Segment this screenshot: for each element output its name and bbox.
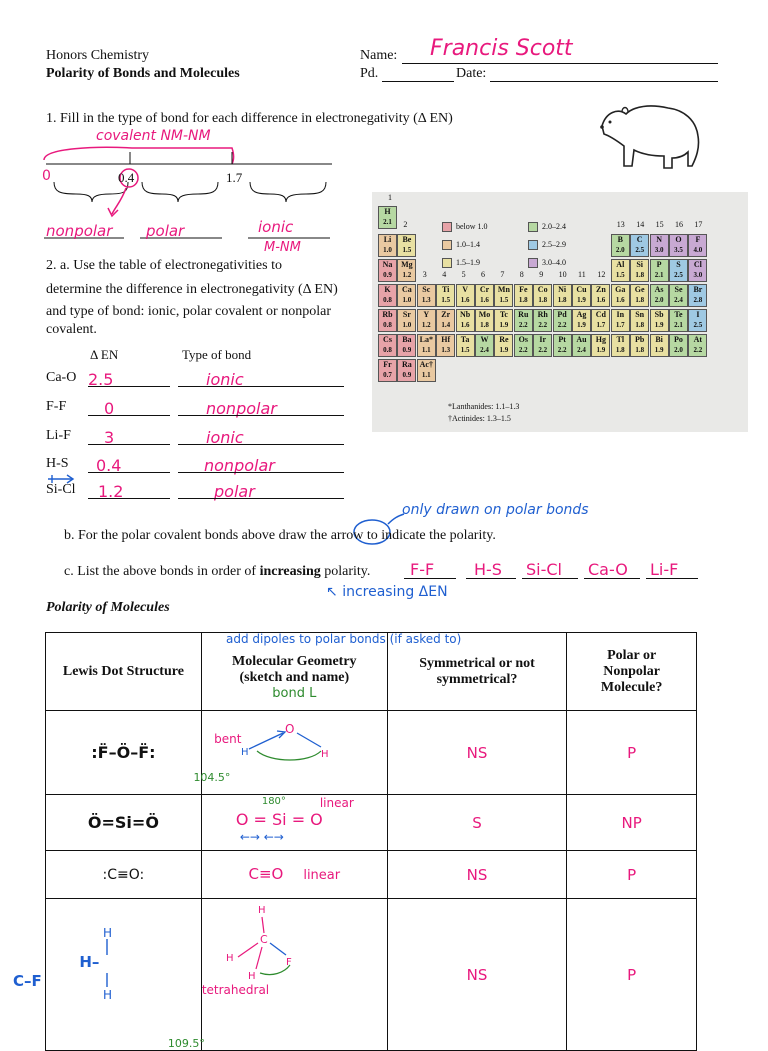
element-cell-fr: Fr 0.7: [378, 359, 397, 382]
element-cell-ag: Ag 1.9: [572, 309, 591, 332]
en-line[interactable]: [88, 498, 170, 499]
element-cell-b: B 2.0: [611, 234, 630, 257]
geometry-cell: [201, 795, 387, 851]
linear-geometry-sketch: [202, 796, 387, 850]
element-cell-pt: Pt 2.2: [553, 334, 572, 357]
pd-label: Pd.: [360, 66, 379, 81]
element-cell-si: Si 1.8: [630, 259, 649, 282]
element-cell-au: Au 2.4: [572, 334, 591, 357]
group-number-label: 4: [442, 270, 447, 279]
group-number-label: 11: [578, 270, 586, 279]
element-cell-te: Te 2.1: [669, 309, 688, 332]
element-cell-li: Li 1.0: [378, 234, 397, 257]
type-line[interactable]: [178, 498, 344, 499]
date-line[interactable]: [490, 81, 718, 82]
en-answer: 2.5: [88, 370, 114, 389]
group-number-label: 2: [403, 220, 408, 229]
dipole-arrow-icon: [46, 474, 76, 484]
increasing-en-note: [326, 584, 448, 600]
legend-swatch-2.5-2.9: [528, 240, 538, 250]
name-label: Name:: [360, 48, 398, 63]
group-number-label: 15: [655, 220, 664, 229]
legend-swatch-1.5-1.9: [442, 258, 452, 268]
dipole-arrows-icon: ←→ ←→: [239, 829, 284, 844]
order-line-3[interactable]: [522, 578, 578, 579]
symmetry-answer: S: [387, 795, 567, 851]
legend-swatch-3.0-4.0: [528, 258, 538, 268]
element-cell-cl: Cl 3.0: [688, 259, 707, 282]
element-cell-mn: Mn 1.5: [494, 284, 513, 307]
pd-line[interactable]: [382, 81, 454, 82]
element-cell-cs: Cs 0.8: [378, 334, 397, 357]
element-cell-rb: Rb 0.8: [378, 309, 397, 332]
q2b-sentence: [64, 528, 496, 544]
table-row: [46, 851, 697, 899]
type-answer: nonpolar: [206, 399, 277, 418]
element-cell-p: P 2.1: [650, 259, 669, 282]
up-arrow-icon: ↖: [326, 584, 343, 600]
shape-name: bent: [214, 732, 242, 746]
element-cell-rh: Rh 2.2: [533, 309, 552, 332]
order-item: Si-Cl: [526, 560, 562, 579]
element-cell-al: Al 1.5: [611, 259, 630, 282]
tick-1.7-label: 1.7: [226, 170, 243, 185]
element-cell-po: Po 2.0: [669, 334, 688, 357]
element-cell-os: Os 2.2: [514, 334, 533, 357]
element-cell-hg: Hg 1.9: [591, 334, 610, 357]
q1-annotation-covalent: covalent NM-NM: [96, 128, 211, 144]
element-cell-n: N 3.0: [650, 234, 669, 257]
svg-text:C: C: [259, 933, 268, 946]
en-answer: 3: [104, 428, 115, 447]
note-polar-bonds: only drawn on polar bonds: [402, 502, 589, 518]
symmetry-answer: NS: [387, 899, 567, 1051]
polarity-answer: P: [567, 899, 697, 1051]
element-cell-ti: Ti 1.5: [436, 284, 455, 307]
header-geometry: [201, 633, 387, 711]
period-1-label: 1: [388, 193, 392, 202]
element-cell-k: K 0.8: [378, 284, 397, 307]
group-number-label: 8: [519, 270, 524, 279]
q2c-pre: c. List the above bonds in order of: [64, 564, 257, 579]
element-cell-ni: Ni 1.8: [553, 284, 572, 307]
lewis-cell: [46, 795, 202, 851]
svg-text:H: H: [103, 987, 113, 1002]
element-cell-cd: Cd 1.7: [591, 309, 610, 332]
element-cell-ru: Ru 2.2: [514, 309, 533, 332]
group-number-label: 3: [422, 270, 427, 279]
element-cell-ir: Ir 2.2: [533, 334, 552, 357]
table-row: [46, 711, 697, 795]
header-polar-line1: Polar or: [607, 647, 657, 663]
legend-label: below 1.0: [456, 222, 488, 231]
header-symmetry-line1: Symmetrical or not: [419, 655, 535, 671]
q2a-line3: and type of bond: ionic, polar covalent or nonpolar: [46, 304, 331, 319]
ch3f-lewis-sketch: [51, 923, 171, 1003]
table-row: [46, 795, 697, 851]
element-cell-f: F 4.0: [688, 234, 707, 257]
en-line[interactable]: [88, 472, 170, 473]
element-cell-ra: Ra 0.9: [397, 359, 416, 382]
polarity-answer: P: [567, 711, 697, 795]
element-cell-w: W 2.4: [475, 334, 494, 357]
col-header-en: Δ EN: [90, 347, 119, 362]
bond-label: H-S: [46, 456, 69, 471]
legend-swatch-2.0-2.4: [528, 222, 538, 232]
header-polar: [567, 633, 697, 711]
element-cell-zr: Zr 1.4: [436, 309, 455, 332]
increasing-en-text: increasing ΔEN: [342, 584, 448, 600]
element-cell-v: V 1.6: [456, 284, 475, 307]
header-geometry-line2: (sketch and name): [239, 670, 350, 685]
shape-name: linear: [319, 795, 354, 810]
header-geometry-line1: Molecular Geometry: [232, 654, 357, 669]
lewis-cell: [13, 899, 202, 1051]
name-line[interactable]: [402, 63, 718, 64]
element-cell-ac: Ac† 1.1: [417, 359, 436, 382]
element-cell-tl: Tl 1.8: [611, 334, 630, 357]
q2a-line1: 2. a. Use the table of electronegativities to: [46, 258, 282, 273]
en-line[interactable]: [88, 415, 170, 416]
type-line[interactable]: [178, 415, 344, 416]
answer-ionic-sub: M-NM: [264, 240, 301, 255]
element-cell-mg: Mg 1.2: [397, 259, 416, 282]
date-label: Date:: [456, 66, 487, 81]
element-cell-as: As 2.0: [650, 284, 669, 307]
element-cell-na: Na 0.9: [378, 259, 397, 282]
element-cell-h: H 2.1: [378, 206, 397, 229]
legend-swatch-1.0-1.4: [442, 240, 452, 250]
q2a-line2: determine the difference in electronegativity (Δ EN): [46, 282, 338, 297]
type-line[interactable]: [178, 472, 344, 473]
order-line-1[interactable]: [404, 578, 456, 579]
element-cell-nb: Nb 1.6: [456, 309, 475, 332]
element-cell-fe: Fe 1.8: [514, 284, 533, 307]
tick-0.4-label: 0.4: [118, 170, 135, 185]
q2b-post: to indicate the polarity.: [366, 528, 496, 543]
type-answer: polar: [214, 482, 255, 501]
q2c-post: polarity.: [324, 564, 371, 579]
en-line[interactable]: [88, 386, 170, 387]
co-sketch: C≡O: [248, 865, 284, 883]
q2c-sentence: [64, 564, 370, 580]
element-cell-mo: Mo 1.8: [475, 309, 494, 332]
element-cell-at: At 2.2: [688, 334, 707, 357]
header-geometry-note: bond L: [272, 686, 317, 701]
q2c-bold: increasing: [259, 564, 321, 579]
element-cell-cu: Cu 1.9: [572, 284, 591, 307]
bond-label: F-F: [46, 399, 67, 414]
bond-label: Li-F: [46, 428, 71, 443]
svg-text:H: H: [247, 971, 256, 982]
element-cell-la: La* 1.1: [417, 334, 436, 357]
type-line[interactable]: [178, 444, 344, 445]
type-answer: nonpolar: [204, 456, 275, 475]
en-line[interactable]: [88, 444, 170, 445]
order-item: H-S: [474, 560, 502, 579]
polarity-answer: P: [567, 851, 697, 899]
order-line-5[interactable]: [646, 578, 698, 579]
legend-swatch-below-1: [442, 222, 452, 232]
lewis-cell: [46, 851, 202, 899]
geometry-cell: [193, 711, 387, 795]
element-cell-br: Br 2.8: [688, 284, 707, 307]
type-answer: ionic: [206, 370, 244, 389]
element-cell-cr: Cr 1.6: [475, 284, 494, 307]
element-cell-pb: Pb 1.8: [630, 334, 649, 357]
header-lewis-text: Lewis Dot Structure: [62, 663, 184, 679]
worksheet-title: Polarity of Bonds and Molecules: [46, 66, 240, 81]
q2b-arrow-word: arrow: [330, 528, 364, 543]
svg-text:H: H: [257, 905, 266, 916]
course-name: Honors Chemistry: [46, 48, 150, 63]
lewis-structure: :C≡O:: [102, 866, 145, 883]
group-number-label: 5: [461, 270, 466, 279]
legend-label: 3.0–4.0: [542, 258, 566, 267]
element-cell-ga: Ga 1.6: [611, 284, 630, 307]
geometry-cell: [201, 851, 387, 899]
lewis-cell: [46, 711, 202, 795]
student-name: Francis Scott: [430, 36, 573, 61]
bond-label: Si-Cl: [46, 482, 76, 497]
order-item: Li-F: [650, 560, 679, 579]
element-cell-sc: Sc 1.3: [417, 284, 436, 307]
svg-text:H: H: [225, 953, 234, 964]
bond-angle: 104.5°: [193, 771, 231, 784]
symmetry-answer: NS: [387, 711, 567, 795]
type-line[interactable]: [178, 386, 344, 387]
col-header-type: Type of bond: [182, 347, 252, 362]
legend-label: 2.0–2.4: [542, 222, 566, 231]
order-line-4[interactable]: [584, 578, 640, 579]
bond-angle: 109.5°: [167, 1037, 205, 1050]
svg-text:F: F: [285, 957, 292, 968]
legend-label: 1.5–1.9: [456, 258, 480, 267]
lewis-structure: H–C–F: [13, 952, 100, 990]
shape-name: linear: [303, 868, 341, 883]
polarity-answer: NP: [567, 795, 697, 851]
actinides-note: †Actinides: 1.3–1.5: [448, 414, 511, 423]
svg-text:O: O: [285, 722, 295, 736]
element-cell-sr: Sr 1.0: [397, 309, 416, 332]
polar-bear-illustration: [592, 96, 708, 176]
symmetry-answer: NS: [387, 851, 567, 899]
header-symmetry-line2: symmetrical?: [436, 671, 518, 687]
group-number-label: 12: [597, 270, 606, 279]
header-lewis: [46, 633, 202, 711]
element-cell-s: S 2.5: [669, 259, 688, 282]
header-symmetry: [387, 633, 567, 711]
svg-text:H: H: [241, 747, 249, 758]
group-number-label: 10: [558, 270, 567, 279]
group-number-label: 7: [500, 270, 505, 279]
answer-polar: polar: [146, 222, 185, 240]
molecules-table: [13, 632, 697, 1051]
tick-0-label: 0: [42, 168, 51, 184]
sio2-sketch: O = Si = O: [235, 809, 323, 829]
en-answer: 1.2: [98, 482, 124, 501]
element-cell-ta: Ta 1.5: [456, 334, 475, 357]
element-cell-tc: Tc 1.9: [494, 309, 513, 332]
table-row: [46, 899, 697, 1051]
element-cell-hf: Hf 1.3: [436, 334, 455, 357]
bond-label: Ca-O: [46, 370, 77, 385]
order-item: F-F: [410, 560, 435, 579]
lewis-structure: Ö=Si=Ö: [87, 812, 159, 832]
section-title: Polarity of Molecules: [46, 600, 170, 615]
element-cell-o: O 3.5: [669, 234, 688, 257]
bond-angle: 180°: [261, 795, 286, 807]
svg-text:H: H: [103, 925, 113, 940]
type-answer: ionic: [206, 428, 244, 447]
element-cell-pd: Pd 2.2: [553, 309, 572, 332]
element-cell-re: Re 1.9: [494, 334, 513, 357]
answer-ionic: ionic: [258, 218, 294, 236]
lanthanides-note: *Lanthanides: 1.1–1.3: [448, 402, 520, 411]
table-header-row: [46, 633, 697, 711]
element-cell-bi: Bi 1.9: [650, 334, 669, 357]
element-cell-co: Co 1.8: [533, 284, 552, 307]
element-cell-in: In 1.7: [611, 309, 630, 332]
group-number-label: 14: [636, 220, 645, 229]
en-answer: 0: [104, 399, 115, 418]
dipole-note: add dipoles to polar bonds (if asked to): [226, 632, 462, 646]
legend-label: 1.0–1.4: [456, 240, 480, 249]
shape-name: tetrahedral: [201, 983, 270, 997]
q1-prompt: 1. Fill in the type of bond for each difference in electronegativity (Δ EN): [46, 111, 453, 126]
geometry-cell: [167, 899, 387, 1051]
element-cell-ge: Ge 1.8: [630, 284, 649, 307]
element-cell-se: Se 2.4: [669, 284, 688, 307]
element-cell-ba: Ba 0.9: [397, 334, 416, 357]
en-answer: 0.4: [96, 456, 122, 475]
element-cell-i: I 2.5: [688, 309, 707, 332]
element-cell-ca: Ca 1.0: [397, 284, 416, 307]
order-item: Ca-O: [588, 560, 628, 579]
order-line-2[interactable]: [466, 578, 516, 579]
group-number-label: 16: [675, 220, 683, 229]
element-cell-be: Be 1.5: [397, 234, 416, 257]
element-cell-zn: Zn 1.6: [591, 284, 610, 307]
svg-text:H: H: [321, 749, 329, 760]
answer-nonpolar: nonpolar: [46, 222, 113, 240]
lewis-structure: :F̈–Ö–F̈:: [91, 742, 156, 762]
electronegativity-periodic-table: [372, 192, 748, 432]
group-number-label: 6: [481, 270, 485, 279]
element-cell-y: Y 1.2: [417, 309, 436, 332]
legend-label: 2.5–2.9: [542, 240, 566, 249]
q2a-line4: covalent.: [46, 322, 97, 337]
group-number-label: 17: [694, 220, 703, 229]
element-cell-sn: Sn 1.8: [630, 309, 649, 332]
group-number-label: 13: [616, 220, 625, 229]
element-cell-c: C 2.5: [630, 234, 649, 257]
group-number-label: 9: [539, 270, 544, 279]
header-polar-line2: Nonpolar: [603, 663, 661, 679]
tetrahedral-geometry-sketch: [220, 899, 320, 983]
element-cell-sb: Sb 1.9: [650, 309, 669, 332]
header-polar-line3: Molecule?: [600, 679, 663, 695]
q2b-pre: b. For the polar covalent bonds above draw the: [64, 528, 328, 543]
